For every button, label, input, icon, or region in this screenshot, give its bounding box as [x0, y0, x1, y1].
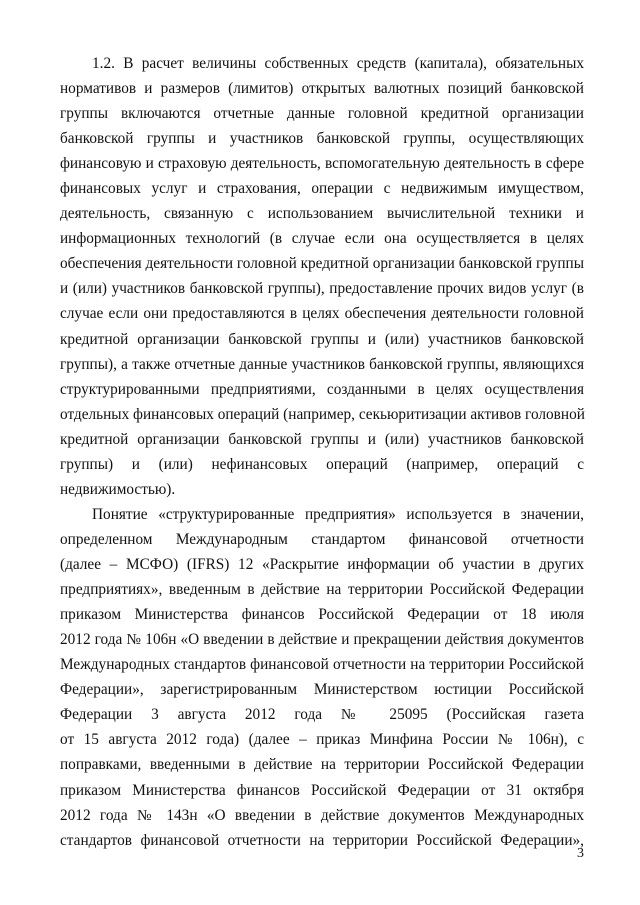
text-line: финансовых услуг и страхования, операции с недвижимым имуществом, [60, 180, 584, 198]
text-line: случае если они предоставляются в целях обеспечения деятельности головной [60, 305, 584, 323]
text-line: отдельных финансовых операций (например, секьюритизации активов головной [60, 405, 585, 423]
text-line: предприятиях», введенным в действие на территории Российской Федерации [60, 581, 584, 599]
text-line: нормативов и размеров (лимитов) открытых валютных позиций банковской [60, 80, 584, 98]
text-line: обеспечения деятельности головной кредитной организации банковской группы [60, 255, 585, 273]
text-line: финансовую и страховую деятельность, вспомогательную деятельность в сфере [60, 155, 584, 173]
text-line: группы), а также отчетные данные участников банковской группы, являющихся [60, 355, 584, 373]
text-line: приказом Министерства финансов Российской Федерации от 18 июля [60, 606, 584, 624]
text-line: 2012 года № 143н «О введении в действие документов Международных [60, 806, 584, 824]
text-line: 1.2. В расчет величины собственных средств (капитала), обязательных [92, 55, 584, 72]
page-number: 3 [577, 846, 584, 861]
text-line: группы) и (или) нефинансовых операций (например, операций с [60, 455, 584, 473]
text-line: группы включаются отчетные данные головной кредитной организации [60, 105, 584, 123]
text-line: кредитной организации банковской группы и (или) участников банковской [60, 330, 584, 348]
text-line: банковской группы и участников банковской группы, осуществляющих [60, 130, 584, 148]
text-line: информационных технологий (в случае если она осуществляется в целях [60, 230, 584, 248]
paragraph-1 [60, 51, 584, 502]
text-line: приказом Министерства финансов Российской Федерации от 31 октября [60, 781, 584, 799]
text-line: и (или) участников банковской группы), предоставление прочих видов услуг (в [60, 280, 584, 298]
text-line: деятельность, связанную с использованием вычислительной техники и [60, 205, 584, 223]
text-line: (далее – МСФО) (IFRS) 12 «Раскрытие информации об участии в других [60, 556, 584, 574]
text-line: Федерации 3 августа 2012 года № 25095 (Российская газета [60, 706, 584, 724]
text-line: Федерации», зарегистрированным Министерством юстиции Российской [60, 681, 584, 699]
text-line: Международных стандартов финансовой отчетности на территории Российской [60, 656, 584, 674]
paragraph-2 [60, 502, 584, 853]
text-line: определенном Международным стандартом финансовой отчетности [60, 531, 584, 549]
text-line: Понятие «структурированные предприятия» используется в значении, [92, 506, 584, 523]
text-line: поправками, введенными в действие на территории Российской Федерации [60, 756, 584, 774]
text-line: структурированными предприятиями, созданными в целях осуществления [60, 380, 584, 398]
text-line: кредитной организации банковской группы и (или) участников банковской [60, 430, 584, 448]
text-line: 2012 года № 106н «О введении в действие и прекращении действия документов [60, 631, 584, 649]
text-line: от 15 августа 2012 года) (далее – приказ Минфина России № 106н), с [60, 731, 584, 749]
text-line: недвижимостью). [60, 480, 176, 498]
text-line: стандартов финансовой отчетности на территории Российской Федерации», [60, 831, 584, 849]
